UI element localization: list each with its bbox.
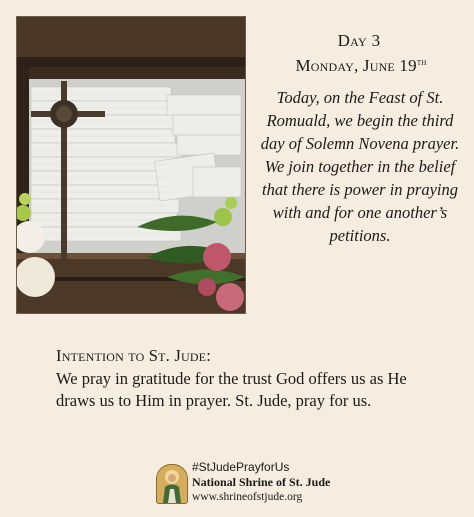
intention-heading: Intention to St. Jude:: [56, 346, 211, 365]
website-link[interactable]: www.shrineofstjude.org: [192, 491, 303, 503]
intention-body: We pray in gratitude for the trust God offers us as He draws us to Him in prayer. St. Jude, pray for us.: [56, 369, 407, 410]
day-label: Day 3: [337, 31, 381, 50]
date-suffix: th: [416, 57, 427, 68]
date-label: [258, 52, 464, 77]
st-jude-logo-icon: [156, 464, 188, 504]
photo-illustration: [17, 17, 245, 313]
st-jude-logo-art: [157, 465, 187, 503]
date-main: Monday, June 19: [295, 56, 417, 75]
intro-text: Today, on the Feast of St. Romuald, we begin the third day of Solemn Novena prayer. We join together in the belief that there is power in praying with and for one another’s petitions.: [260, 88, 460, 245]
hashtag: #StJudePrayforUs: [192, 460, 290, 474]
petitions-shrine-photo: [16, 16, 246, 314]
shrine-name: National Shrine of St. Jude: [192, 475, 331, 489]
footer: [156, 460, 376, 506]
